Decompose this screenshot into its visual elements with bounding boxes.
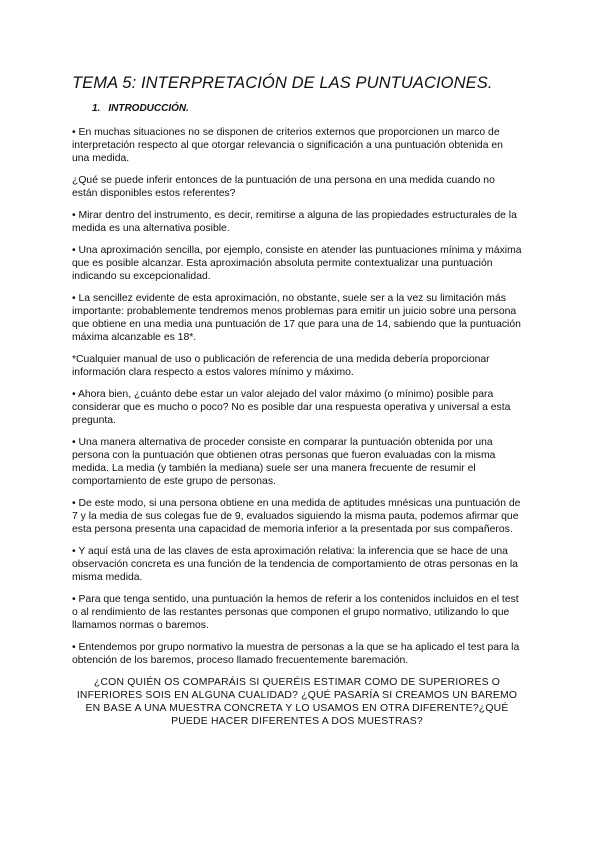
paragraph-7: • Ahora bien, ¿cuánto debe estar un valor alejado del valor máximo (o mínimo) posible para considerar que es mucho o poco? No es posible dar una respuesta operativa y universal a esta pregunta. [72, 389, 511, 426]
paragraph-10: • Y aquí está una de las claves de esta aproximación relativa: la inferencia que se hace de una observación concreta es una función de la tendencia de comportamiento de otras personas en la misma medida. [72, 546, 518, 583]
page-title: TEMA 5: INTERPRETACIÓN DE LAS PUNTUACIONES. [72, 74, 493, 92]
section-heading [92, 103, 522, 114]
paragraph-3: • Mirar dentro del instrumento, es decir, remitirse a alguna de las propiedades estructurales de la medida es una alternativa posible. [72, 210, 517, 234]
paragraph-4: • Una aproximación sencilla, por ejemplo, consiste en atender las puntuaciones mínima y máxima que es posible alcanzar. Esta aproximación absoluta permite contextualizar una puntuación indicando su excepcionalidad. [72, 245, 522, 282]
section-number: 1. [92, 103, 101, 114]
footnote-paragraph: *Cualquier manual de uso o publicación de referencia de una medida debería proporcionar información clara respecto a estos valores mínimo y máximo. [72, 354, 490, 378]
paragraph-12: • Entendemos por grupo normativo la muestra de personas a la que se ha aplicado el test para la obtención de los baremos, proceso llamado frecuentemente baremación. [72, 642, 520, 666]
paragraph-1: • En muchas situaciones no se disponen de criterios externos que proporcionen un marco de interpretación respecto al que otorgar relevancia o significación a una puntuación obtenida en una medida. [72, 127, 503, 164]
paragraph-5: • La sencillez evidente de esta aproximación, no obstante, suele ser a la vez su limitación más importante: probablemente tendremos menos problemas para emitir un juicio sobre una persona que obtiene en una media una puntuación de 17 que para una de 14, sabiendo que la puntuación máxima alcanzable es 18*. [72, 293, 521, 343]
section-title: INTRODUCCIÓN. [108, 103, 189, 114]
paragraph-2: ¿Qué se puede inferir entonces de la puntuación de una persona en una medida cuando no están disponibles estos referentes? [72, 175, 495, 199]
paragraph-11: • Para que tenga sentido, una puntuación la hemos de referir a los contenidos incluidos en el test o al rendimiento de las restantes personas que componen el grupo normativo, utilizando lo que llamamos normas o baremos. [72, 594, 519, 631]
paragraph-8: • Una manera alternativa de proceder consiste en comparar la puntuación obtenida por una persona con la puntuación que obtienen otras personas que fueron evaluadas con la misma medida. La media (y también la mediana) suele ser una manera frecuente de resumir el comportamiento de este grupo de personas. [72, 437, 496, 487]
paragraph-9: • De este modo, si una persona obtiene en una medida de aptitudes mnésicas una puntuación de 7 y la media de sus colegas fue de 9, evaluados siguiendo la misma pauta, podemos afirmar que esta persona presenta una capacidad de memoria inferior a la presentada por sus compañeros. [72, 498, 521, 535]
closing-question: ¿CON QUIÉN OS COMPARÁIS SI QUERÉIS ESTIMAR COMO DE SUPERIORES O INFERIORES SOIS EN ALGUNA CUALIDAD? ¿QUÉ PASARÍA SI CREAMOS UN BAREMO EN BASE A UNA MUESTRA CONCRETA Y LO USAMOS EN OTRA DIFERENTE?¿QUÉ PUEDE HACER DIFERENTES A DOS MUESTRAS? [76, 677, 518, 727]
document-page [72, 74, 522, 728]
